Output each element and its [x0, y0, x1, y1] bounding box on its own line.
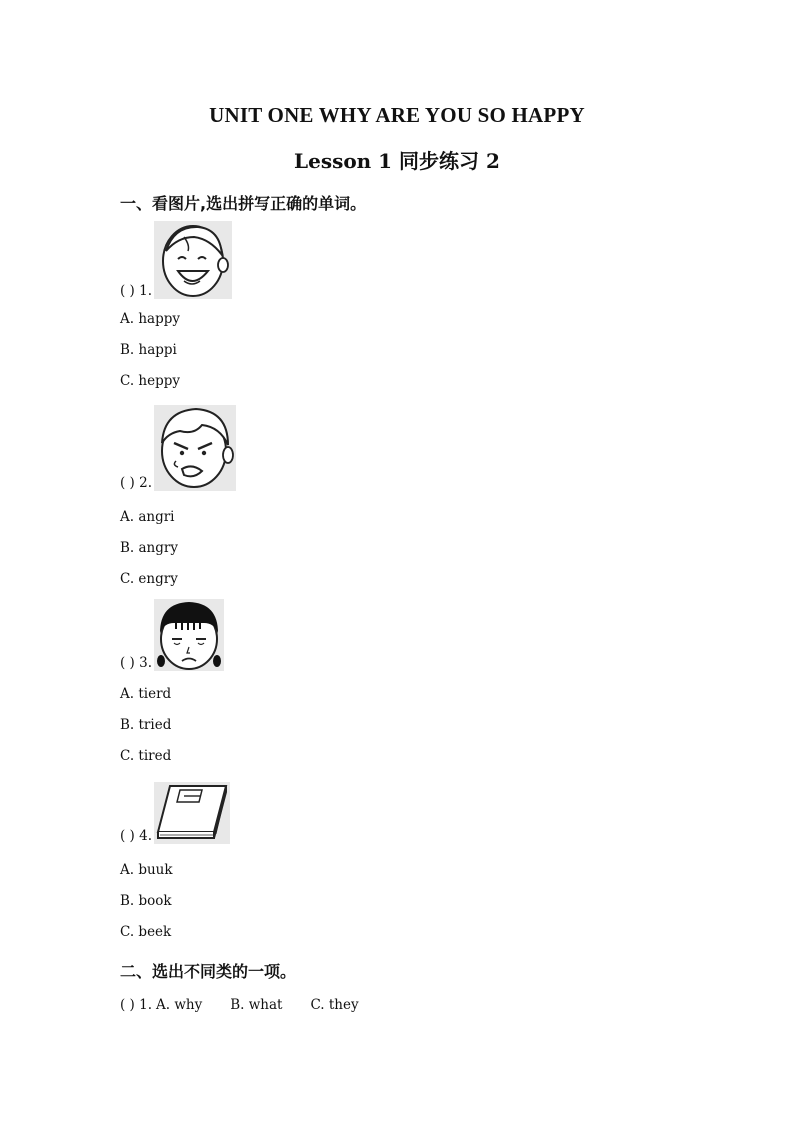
- option-b: B. happi: [120, 342, 177, 358]
- option-b: B. angry: [120, 540, 178, 556]
- question-label: ( ) 3.: [120, 655, 152, 671]
- angry-face-icon: [154, 405, 236, 491]
- option-a: A. happy: [120, 311, 180, 327]
- question-label: ( ) 1.: [120, 283, 152, 299]
- page-subtitle: Lesson 1 同步练习 2: [294, 149, 500, 173]
- option-a: A. tierd: [120, 686, 172, 702]
- option-a: A. angri: [120, 509, 175, 525]
- option-b: B. book: [120, 893, 172, 909]
- option-a: A. why: [156, 997, 203, 1013]
- question-3: [120, 599, 224, 671]
- question-label: ( ) 2.: [120, 475, 152, 491]
- question-2: [120, 405, 236, 491]
- question-label: ( ) 1.: [120, 997, 152, 1013]
- option-b: B. tried: [120, 717, 172, 733]
- question-4: [120, 782, 230, 844]
- book-icon: [154, 782, 230, 844]
- section-2-heading: 二、选出不同类的一项。: [120, 962, 297, 981]
- option-c: C. engry: [120, 571, 178, 587]
- section-1-heading: 一、看图片,选出拼写正确的单词。: [120, 194, 367, 213]
- option-c: C. tired: [120, 748, 172, 764]
- option-c: C. they: [310, 997, 359, 1013]
- option-c: C. heppy: [120, 373, 181, 389]
- happy-face-icon: [154, 221, 232, 299]
- option-c: C. beek: [120, 924, 172, 940]
- page-title: UNIT ONE WHY ARE YOU SO HAPPY: [209, 103, 585, 127]
- section-2-question-1: [120, 997, 359, 1013]
- tired-girl-face-icon: [154, 599, 224, 671]
- question-label: ( ) 4.: [120, 828, 152, 844]
- option-a: A. buuk: [120, 862, 173, 878]
- option-b: B. what: [230, 997, 283, 1013]
- question-1: [120, 221, 232, 299]
